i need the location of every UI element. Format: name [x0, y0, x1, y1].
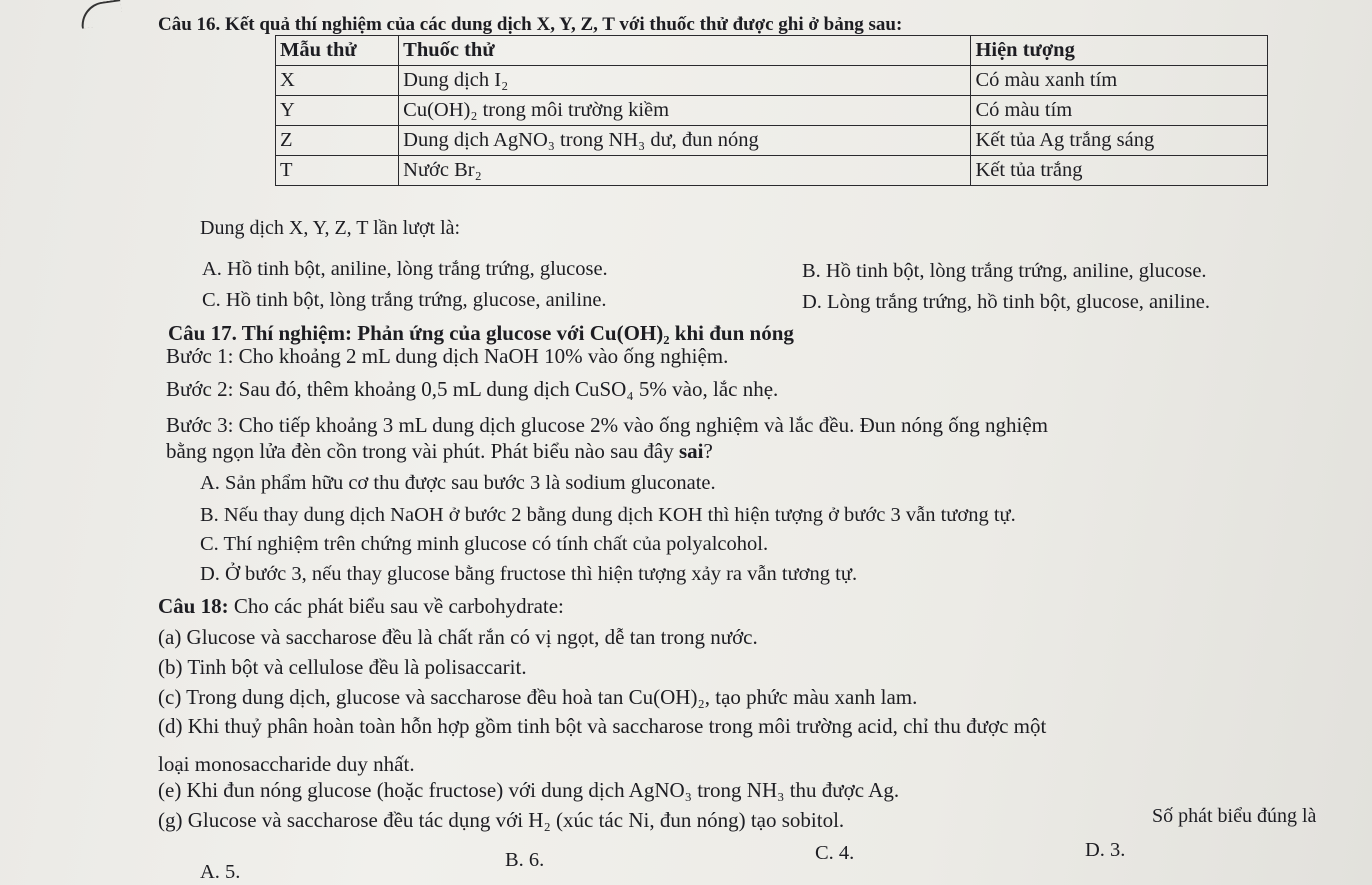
- q18-statement-d-line2: loại monosaccharide duy nhất.: [158, 752, 415, 776]
- table-row: [276, 126, 1268, 156]
- q17-option-b-text: B. Nếu thay dung dịch NaOH ở bước 2 bằng dung dịch KOH thì hiện tượng ở bước 3 vẫn tương tự.: [200, 504, 1016, 526]
- q16-intro: Câu 16. Kết quả thí nghiệm của các dung dịch X, Y, Z, T với thuốc thử được ghi ở bảng sau:: [158, 14, 903, 35]
- q18-option-b-text: B. 6.: [505, 849, 545, 871]
- q17-step3-line2: [166, 439, 713, 463]
- q17-title: Câu 17. Thí nghiệm: Phản ứng của glucose với Cu(OH)₂ khi đun nóng: [168, 321, 794, 345]
- q17-step2: Bước 2: Sau đó, thêm khoảng 0,5 mL dung dịch CuSO₄ 5% vào, lắc nhẹ.: [166, 377, 779, 401]
- cell-reagent: Nước Br₂: [399, 156, 971, 186]
- cell-phenomenon: Kết tủa trắng: [971, 156, 1268, 186]
- cell-sample: X: [276, 66, 399, 96]
- q17-option-a-text: A. Sản phẩm hữu cơ thu được sau bước 3 là sodium gluconate.: [200, 472, 716, 494]
- q16-option-a-text: A. Hồ tinh bột, aniline, lòng trắng trứng, glucose.: [202, 258, 608, 280]
- q18-count-prompt: Số phát biểu đúng là: [1152, 805, 1317, 827]
- q18-statement-d-line1: (d) Khi thuỷ phân hoàn toàn hỗn hợp gồm tinh bột và saccharose trong môi trường acid, chỉ thu được một: [158, 714, 1047, 738]
- q17-false-keyword: sai: [678, 439, 704, 463]
- q18-option-c-text: C. 4.: [815, 842, 855, 864]
- cell-phenomenon: Có màu tím: [971, 96, 1268, 126]
- q17-option-a[interactable]: [200, 471, 716, 495]
- q16-option-b-text: B. Hồ tinh bột, lòng trắng trứng, aniline, glucose.: [802, 260, 1207, 282]
- q18-option-d-text: D. 3.: [1085, 839, 1126, 861]
- cell-sample: Y: [276, 96, 399, 126]
- q16-stem: Dung dịch X, Y, Z, T lần lượt là:: [200, 217, 461, 239]
- table-row: [276, 96, 1268, 126]
- q16-table: [275, 35, 1268, 186]
- table-row: [276, 156, 1268, 186]
- q16-option-a[interactable]: [202, 257, 608, 281]
- q17-option-d[interactable]: [200, 562, 857, 586]
- q18-statement-e: (e) Khi đun nóng glucose (hoặc fructose) với dung dịch AgNO₃ trong NH₃ thu được Ag.: [158, 778, 900, 802]
- q18-title: Câu 18:: [158, 594, 229, 618]
- q18-statement-a: (a) Glucose và saccharose đều là chất rắn có vị ngọt, dễ tan trong nước.: [158, 625, 758, 649]
- q17-step3-line1: Bước 3: Cho tiếp khoảng 3 mL dung dịch glucose 2% vào ống nghiệm và lắc đều. Đun nóng ống nghiệm: [166, 413, 1048, 437]
- q18-option-c[interactable]: [815, 841, 854, 865]
- q17-option-b[interactable]: [200, 503, 1016, 527]
- q17-option-c[interactable]: [200, 532, 768, 556]
- cell-reagent: Cu(OH)₂ trong môi trường kiềm: [399, 96, 971, 126]
- q16-option-c[interactable]: [202, 288, 607, 312]
- header-reagent: Thuốc thử: [399, 36, 971, 66]
- q17-option-c-text: C. Thí nghiệm trên chứng minh glucose có tính chất của polyalcohol.: [200, 533, 769, 555]
- cell-reagent: Dung dịch AgNO₃ trong NH₃ dư, đun nóng: [399, 126, 971, 156]
- q18-option-d[interactable]: [1085, 838, 1125, 862]
- cell-reagent: Dung dịch I₂: [399, 66, 971, 96]
- cell-phenomenon: Có màu xanh tím: [971, 66, 1268, 96]
- q17-question-mark: ?: [703, 439, 713, 463]
- header-sample: Mẫu thử: [276, 36, 399, 66]
- table-header-row: [276, 36, 1268, 66]
- q18-statement-g: (g) Glucose và saccharose đều tác dụng với H₂ (xúc tác Ni, đun nóng) tạo sobitol.: [158, 808, 845, 832]
- q16-option-d[interactable]: [802, 290, 1210, 314]
- q18-statement-c: (c) Trong dung dịch, glucose và saccharose đều hoà tan Cu(OH)₂, tạo phức màu xanh lam.: [158, 685, 918, 709]
- q18-statement-b: (b) Tinh bột và cellulose đều là polisaccarit.: [158, 655, 527, 679]
- q17-step1: Bước 1: Cho khoảng 2 mL dung dịch NaOH 10% vào ống nghiệm.: [166, 344, 729, 368]
- q16-option-b[interactable]: [802, 259, 1207, 283]
- header-phenomenon: Hiện tượng: [971, 36, 1268, 66]
- q17-step3-text: bằng ngọn lửa đèn cồn trong vài phút. Phát biểu nào sau đây: [166, 439, 679, 463]
- cell-sample: T: [276, 156, 399, 186]
- q18-option-a[interactable]: [200, 860, 240, 884]
- q16-option-d-text: D. Lòng trắng trứng, hồ tinh bột, glucose, aniline.: [802, 291, 1210, 313]
- cell-sample: Z: [276, 126, 399, 156]
- q16-option-c-text: C. Hồ tinh bột, lòng trắng trứng, glucose, aniline.: [202, 289, 607, 311]
- q18-title-rest: Cho các phát biểu sau về carbohydrate:: [228, 594, 564, 618]
- pen-mark: [79, 0, 124, 29]
- cell-phenomenon: Kết tủa Ag trắng sáng: [971, 126, 1268, 156]
- q17-option-d-text: D. Ở bước 3, nếu thay glucose bằng fructose thì hiện tượng xảy ra vẫn tương tự.: [200, 563, 858, 585]
- q18-option-b[interactable]: [505, 848, 544, 872]
- q18-title-line: [158, 594, 564, 618]
- q18-option-a-text: A. 5.: [200, 861, 241, 883]
- table-row: [276, 66, 1268, 96]
